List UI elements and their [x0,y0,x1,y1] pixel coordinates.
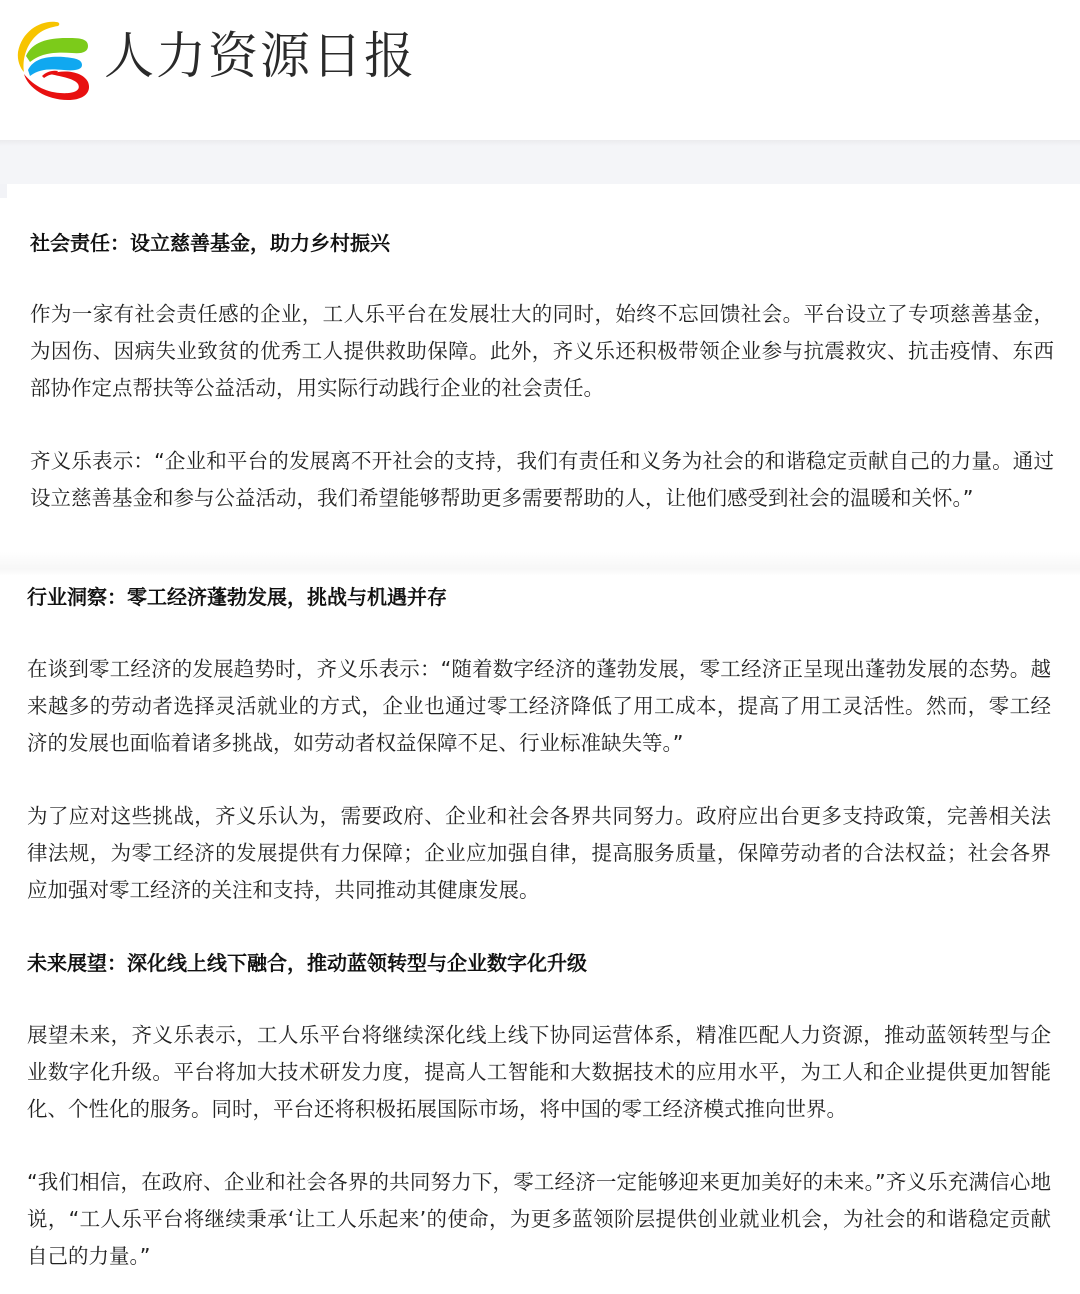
swirl-logo-icon[interactable] [12,16,90,100]
section-paragraph: 展望未来，齐义乐表示，工人乐平台将继续深化线上线下协同运营体系，精准匹配人力资源，推动蓝领转型与企业数字化升级。平台将加大技术研发力度，提高人工智能和大数据技术的应用水平，为工人和企业提供更加智能化、个性化的服务。同时，平台还将积极拓展国际市场，将中国的零工经济模式推向世界。 [27,1023,1051,1121]
site-header [0,0,1080,140]
screenshot-seam [0,552,1080,576]
content-edge [0,184,7,198]
section-paragraph: “我们相信，在政府、企业和社会各界的共同努力下，零工经济一定能够迎来更加美好的未来。”齐义乐充满信心地说，“工人乐平台将继续秉承‘让工人乐起来’的使命，为更多蓝领阶层提供创业就业机会，为社会的和谐稳定贡献自己的力量。” [27,1170,1051,1268]
header-divider-strip [0,140,1080,184]
section-paragraph: 作为一家有社会责任感的企业，工人乐平台在发展壮大的同时，始终不忘回馈社会。平台设立了专项慈善基金，为因伤、因病失业致贫的优秀工人提供救助保障。此外，齐义乐还积极带领企业参与抗震救灾、抗击疫情、东西部协作定点帮扶等公益活动，用实际行动践行企业的社会责任。 [30,302,1054,400]
section-paragraph: 齐义乐表示：“企业和平台的发展离不开社会的支持，我们有责任和义务为社会的和谐稳定贡献自己的力量。通过设立慈善基金和参与公益活动，我们希望能够帮助更多需要帮助的人，让他们感受到社会的温暖和关怀。” [30,449,1054,510]
section-paragraph: 在谈到零工经济的发展趋势时，齐义乐表示：“随着数字经济的蓬勃发展，零工经济正呈现出蓬勃发展的态势。越来越多的劳动者选择灵活就业的方式，企业也通过零工经济降低了用工成本，提高了用工灵活性。然而，零工经济的发展也面临着诸多挑战，如劳动者权益保障不足、行业标准缺失等。” [27,657,1051,755]
section-paragraph: 为了应对这些挑战，齐义乐认为，需要政府、企业和社会各界共同努力。政府应出台更多支持政策，完善相关法律法规，为零工经济的发展提供有力保障；企业应加强自律，提高服务质量，保障劳动者的合法权益；社会各界应加强对零工经济的关注和支持，共同推动其健康发展。 [27,804,1051,902]
section-heading-industry-insight: 行业洞察：零工经济蓬勃发展，挑战与机遇并存 [27,585,447,609]
section-heading-social-responsibility: 社会责任：设立慈善基金，助力乡村振兴 [30,231,390,255]
section-heading-future-outlook: 未来展望：深化线上线下融合，推动蓝领转型与企业数字化升级 [27,951,587,975]
site-title: 人力资源日报 [104,27,416,85]
